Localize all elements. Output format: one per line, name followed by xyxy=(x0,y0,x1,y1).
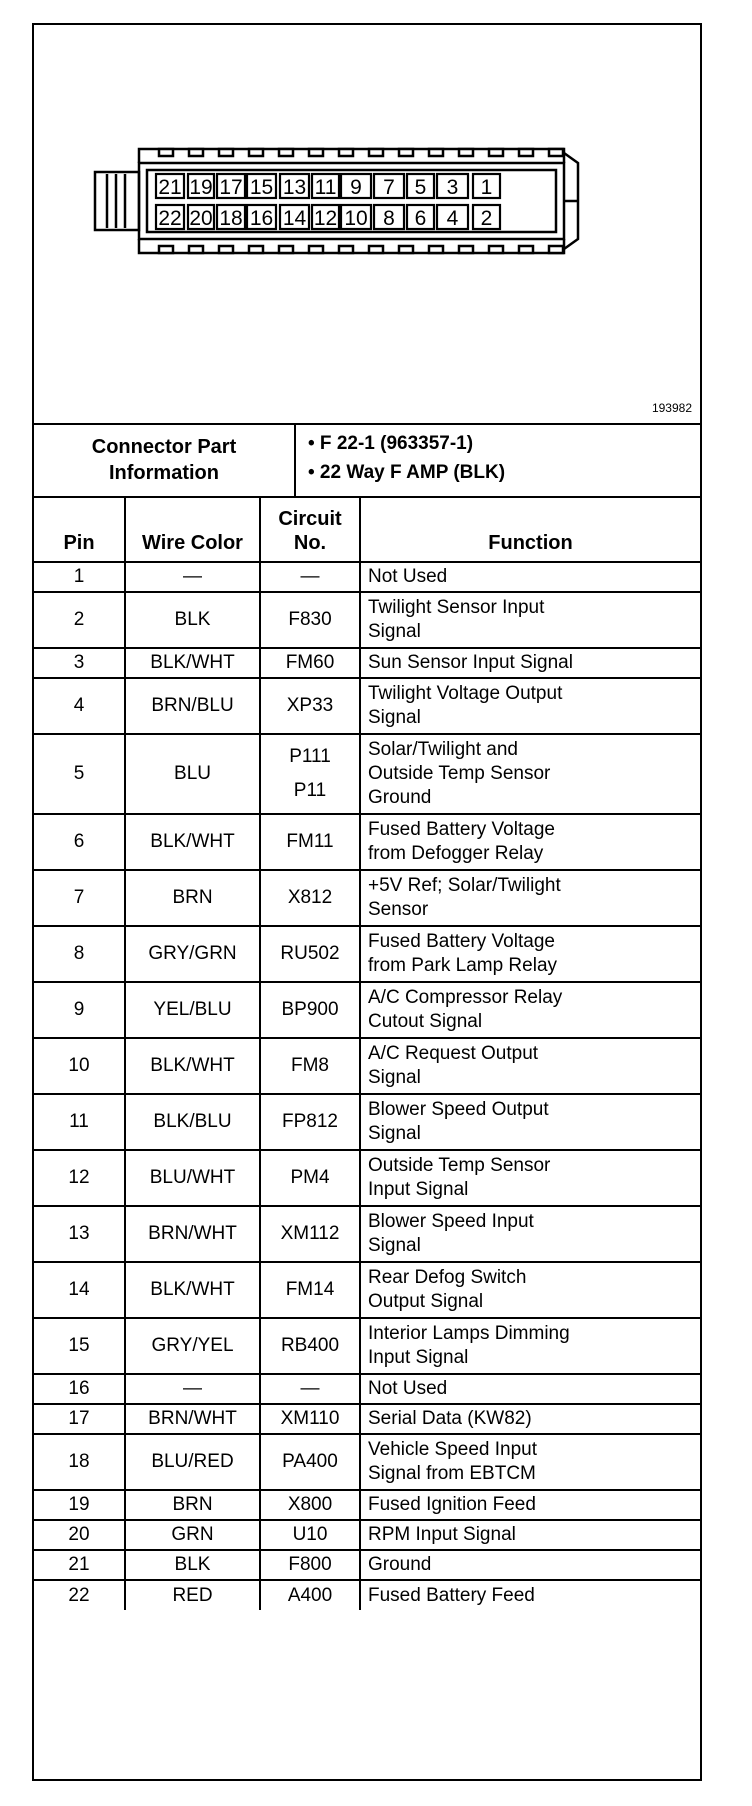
function-cell: Fused Ignition Feed xyxy=(360,1490,700,1520)
function-cell: Not Used xyxy=(360,1374,700,1404)
pin-cell: 5 xyxy=(34,734,125,814)
connector-pin-17 xyxy=(217,174,245,199)
pin-cell: 2 xyxy=(34,592,125,648)
connector-type: • 22 Way F AMP (BLK) xyxy=(308,462,506,483)
connector-pin-13 xyxy=(280,174,309,199)
circuit-cell: X812 xyxy=(260,870,360,926)
connector-pin-21 xyxy=(156,174,184,199)
table-row xyxy=(34,1520,700,1550)
connector-pin-7 xyxy=(374,174,404,199)
function-cell: Vehicle Speed Input Signal from EBTCM xyxy=(360,1434,700,1490)
table-row xyxy=(34,1038,700,1094)
connector-pin-label: 12 xyxy=(313,207,338,230)
pin-cell: 21 xyxy=(34,1550,125,1580)
pin-cell: 20 xyxy=(34,1520,125,1550)
connector-part-info xyxy=(34,423,700,498)
function-cell: Blower Speed Input Signal xyxy=(360,1206,700,1262)
pin-cell: 6 xyxy=(34,814,125,870)
connector-pin-19 xyxy=(188,174,214,199)
connector-pin-label: 7 xyxy=(383,176,395,199)
pin-cell: 17 xyxy=(34,1404,125,1434)
pin-cell: 3 xyxy=(34,648,125,678)
pin-cell: 11 xyxy=(34,1094,125,1150)
table-row xyxy=(34,870,700,926)
table-row xyxy=(34,648,700,678)
pin-cell: 10 xyxy=(34,1038,125,1094)
pinout-table xyxy=(34,496,700,1610)
connector-pin-label: 20 xyxy=(189,207,213,230)
circuit-cell: XM110 xyxy=(260,1404,360,1434)
table-row xyxy=(34,678,700,734)
function-cell: A/C Compressor Relay Cutout Signal xyxy=(360,982,700,1038)
pin-cell: 14 xyxy=(34,1262,125,1318)
table-row xyxy=(34,1490,700,1520)
wire-color-cell: — xyxy=(125,1374,260,1404)
pin-cell: 7 xyxy=(34,870,125,926)
circuit-cell: FM11 xyxy=(260,814,360,870)
circuit-cell: RU502 xyxy=(260,926,360,982)
figure-number: 193982 xyxy=(651,401,692,415)
wire-color-cell: BRN/WHT xyxy=(125,1206,260,1262)
function-cell: Fused Battery Voltage from Park Lamp Relay xyxy=(360,926,700,982)
connector-pin-11 xyxy=(312,174,339,199)
connector-pin-label: 1 xyxy=(480,176,493,199)
connector-pin-label: 10 xyxy=(344,207,368,230)
connector-pin-2 xyxy=(473,205,500,230)
connector-pin-8 xyxy=(374,205,404,230)
connector-pin-label: 15 xyxy=(249,176,274,199)
function-cell: Twilight Voltage Output Signal xyxy=(360,678,700,734)
function-cell: Outside Temp Sensor Input Signal xyxy=(360,1150,700,1206)
pin-cell: 15 xyxy=(34,1318,125,1374)
pin-cell: 1 xyxy=(34,562,125,592)
wire-color-cell: YEL/BLU xyxy=(125,982,260,1038)
table-header-row xyxy=(34,496,700,562)
pin-cell: 4 xyxy=(34,678,125,734)
function-cell: Twilight Sensor Input Signal xyxy=(360,592,700,648)
connector-pin-9 xyxy=(341,174,371,199)
connector-face-view xyxy=(34,25,700,423)
connector-pin-label: 17 xyxy=(219,176,243,199)
table-row xyxy=(34,1150,700,1206)
wire-color-cell: BLU xyxy=(125,734,260,814)
function-cell: Rear Defog Switch Output Signal xyxy=(360,1262,700,1318)
connector-pin-14 xyxy=(280,205,309,230)
connector-pin-4 xyxy=(437,205,468,230)
connector-info-details xyxy=(308,429,505,487)
table-row xyxy=(34,592,700,648)
function-cell: Blower Speed Output Signal xyxy=(360,1094,700,1150)
pin-cell: 19 xyxy=(34,1490,125,1520)
connector-pin-6 xyxy=(407,205,434,230)
connector-pin-22 xyxy=(156,205,184,230)
table-row xyxy=(34,1318,700,1374)
circuit-cell: RB400 xyxy=(260,1318,360,1374)
circuit-cell: F830 xyxy=(260,592,360,648)
circuit-cell: XM112 xyxy=(260,1206,360,1262)
function-cell: A/C Request Output Signal xyxy=(360,1038,700,1094)
wire-color-cell: BLK/BLU xyxy=(125,1094,260,1150)
table-row xyxy=(34,562,700,592)
pin-cell: 13 xyxy=(34,1206,125,1262)
connector-pin-label: 3 xyxy=(446,176,459,199)
connector-pin-12 xyxy=(312,205,339,230)
connector-part-number: • F 22-1 (963357-1) xyxy=(308,433,474,454)
connector-pin-15 xyxy=(247,174,276,199)
table-row xyxy=(34,982,700,1038)
connector-pin-3 xyxy=(437,174,468,199)
table-row xyxy=(34,1404,700,1434)
pin-cell: 9 xyxy=(34,982,125,1038)
circuit-cell: A400 xyxy=(260,1580,360,1610)
wire-color-cell: GRY/GRN xyxy=(125,926,260,982)
table-row xyxy=(34,926,700,982)
wire-color-cell: BRN/BLU xyxy=(125,678,260,734)
header-wire-color: Wire Color xyxy=(125,496,260,562)
table-row xyxy=(34,1094,700,1150)
connector-pin-10 xyxy=(341,205,371,230)
function-cell: Sun Sensor Input Signal xyxy=(360,648,700,678)
table-row xyxy=(34,1580,700,1610)
connector-pin-label: 22 xyxy=(158,207,182,230)
function-cell: Interior Lamps Dimming Input Signal xyxy=(360,1318,700,1374)
function-cell: Serial Data (KW82) xyxy=(360,1404,700,1434)
circuit-cell: FM14 xyxy=(260,1262,360,1318)
connector-pin-label: 5 xyxy=(414,176,427,199)
table-row xyxy=(34,1206,700,1262)
wire-color-cell: BLK xyxy=(125,1550,260,1580)
pin-cell: 12 xyxy=(34,1150,125,1206)
circuit-cell: U10 xyxy=(260,1520,360,1550)
connector-pin-label: 4 xyxy=(446,207,459,230)
wire-color-cell: BRN xyxy=(125,1490,260,1520)
pin-cell: 22 xyxy=(34,1580,125,1610)
circuit-cell: PM4 xyxy=(260,1150,360,1206)
circuit-cell: BP900 xyxy=(260,982,360,1038)
wire-color-cell: — xyxy=(125,562,260,592)
function-cell: Fused Battery Feed xyxy=(360,1580,700,1610)
connector-pin-5 xyxy=(407,174,434,199)
connector-pin-label: 21 xyxy=(158,176,182,199)
connector-info-label: Connector Part Information xyxy=(34,423,296,496)
pin-cell: 16 xyxy=(34,1374,125,1404)
circuit-cell: — xyxy=(260,1374,360,1404)
wire-color-cell: GRY/YEL xyxy=(125,1318,260,1374)
wire-color-cell: BLK/WHT xyxy=(125,648,260,678)
circuit-cell: XP33 xyxy=(260,678,360,734)
wire-color-cell: BRN/WHT xyxy=(125,1404,260,1434)
function-cell: Solar/Twilight and Outside Temp Sensor Ground xyxy=(360,734,700,814)
table-row xyxy=(34,1374,700,1404)
header-pin: Pin xyxy=(34,496,125,562)
table-row xyxy=(34,1434,700,1490)
connector-pin-1 xyxy=(473,174,500,199)
wire-color-cell: BRN xyxy=(125,870,260,926)
circuit-cell: FP812 xyxy=(260,1094,360,1150)
circuit-cell: P111 P11 xyxy=(260,734,360,814)
connector-pin-label: 2 xyxy=(480,207,493,230)
pin-cell: 18 xyxy=(34,1434,125,1490)
connector-pin-label: 9 xyxy=(350,176,362,199)
circuit-cell: X800 xyxy=(260,1490,360,1520)
connector-diagram xyxy=(34,25,700,425)
table-row xyxy=(34,734,700,814)
connector-pin-16 xyxy=(247,205,276,230)
wire-color-cell: BLK/WHT xyxy=(125,814,260,870)
connector-pin-18 xyxy=(217,205,245,230)
function-cell: +5V Ref; Solar/Twilight Sensor xyxy=(360,870,700,926)
table-row xyxy=(34,1262,700,1318)
connector-pin-label: 13 xyxy=(282,176,307,199)
connector-pin-label: 11 xyxy=(314,176,337,199)
wire-color-cell: GRN xyxy=(125,1520,260,1550)
circuit-cell: PA400 xyxy=(260,1434,360,1490)
connector-pin-label: 18 xyxy=(219,207,243,230)
table-row xyxy=(34,814,700,870)
function-cell: Ground xyxy=(360,1550,700,1580)
connector-pin-label: 8 xyxy=(383,207,395,230)
function-cell: Not Used xyxy=(360,562,700,592)
header-circuit-no: Circuit No. xyxy=(260,496,360,562)
wire-color-cell: BLU/RED xyxy=(125,1434,260,1490)
wire-color-cell: RED xyxy=(125,1580,260,1610)
wire-color-cell: BLK/WHT xyxy=(125,1038,260,1094)
table-row xyxy=(34,1550,700,1580)
circuit-cell: FM60 xyxy=(260,648,360,678)
pin-cell: 8 xyxy=(34,926,125,982)
circuit-cell: F800 xyxy=(260,1550,360,1580)
connector-pin-label: 19 xyxy=(189,176,213,199)
connector-pin-20 xyxy=(188,205,214,230)
circuit-cell: — xyxy=(260,562,360,592)
function-cell: RPM Input Signal xyxy=(360,1520,700,1550)
circuit-cell: FM8 xyxy=(260,1038,360,1094)
wire-color-cell: BLK/WHT xyxy=(125,1262,260,1318)
connector-pin-label: 6 xyxy=(414,207,427,230)
connector-pin-label: 14 xyxy=(282,207,307,230)
wire-color-cell: BLU/WHT xyxy=(125,1150,260,1206)
function-cell: Fused Battery Voltage from Defogger Relay xyxy=(360,814,700,870)
document-frame xyxy=(32,23,702,1781)
header-function: Function xyxy=(360,496,700,562)
connector-pin-label: 16 xyxy=(249,207,274,230)
wire-color-cell: BLK xyxy=(125,592,260,648)
